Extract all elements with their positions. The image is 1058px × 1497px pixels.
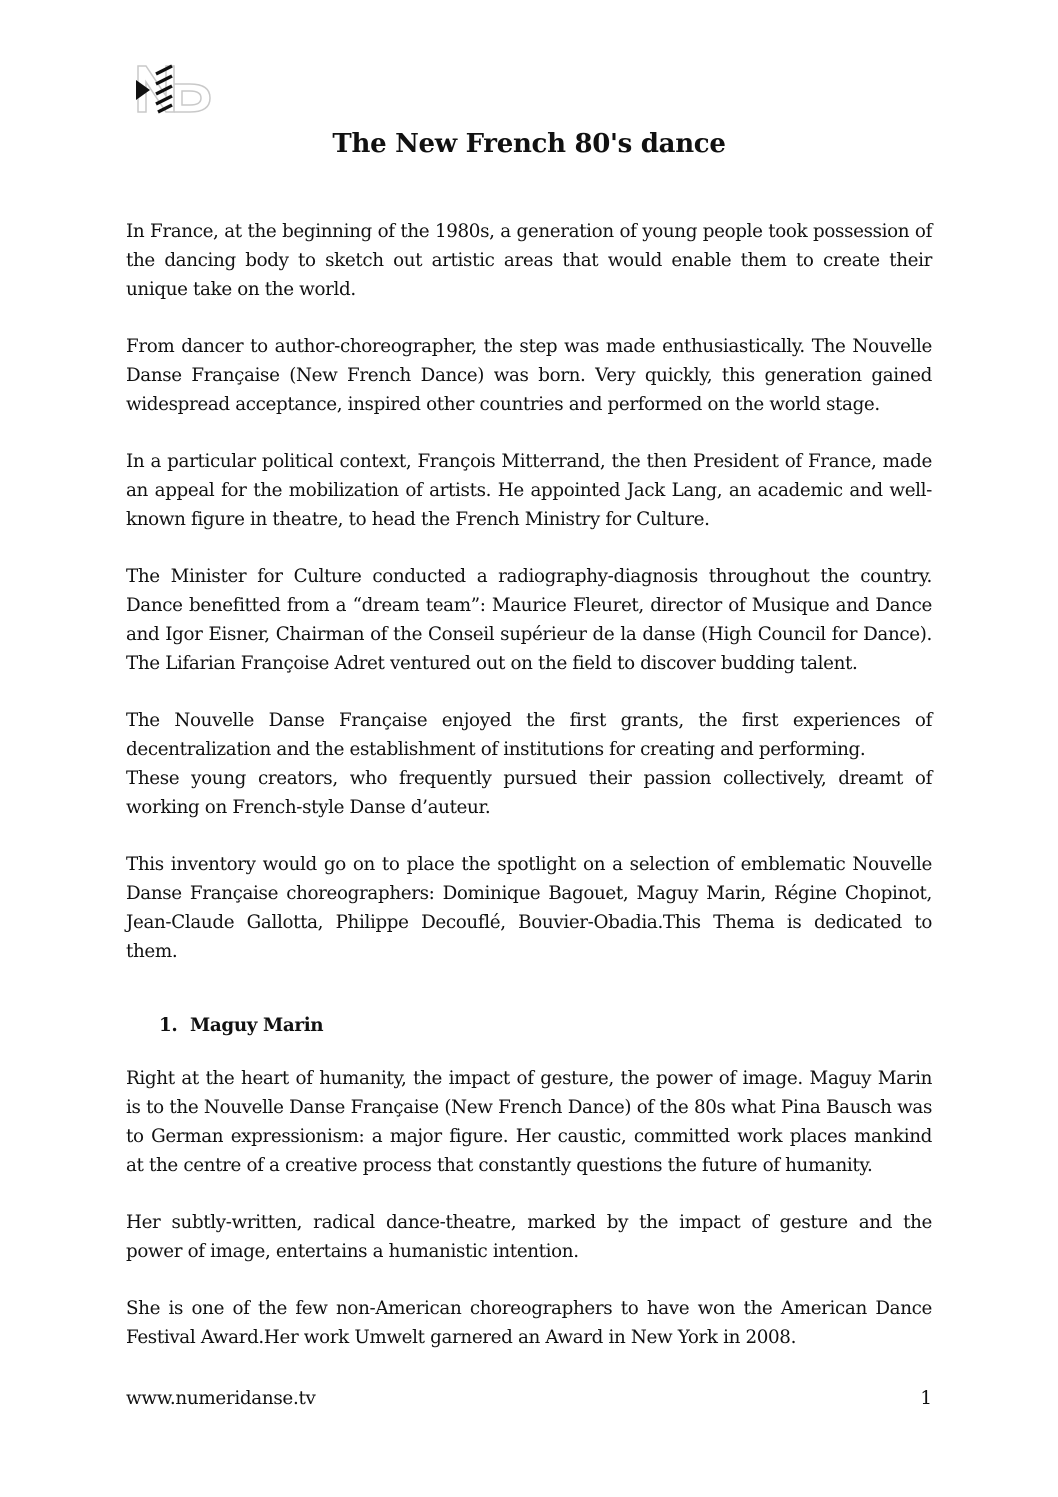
intro-paragraph: In France, at the beginning of the 1980s, a generation of young people took possession of the dancing body to sketch out artistic areas that would enable them to create their unique take on the world.	[126, 221, 932, 300]
intro-paragraph: The Minister for Culture conducted a radiography-diagnosis throughout the country. Dance benefitted from a “dream team”: Maurice Fleuret, director of Musique and Dance and Igor Eisner, Chairman of the Conseil supérieur de la danse (High Council for Dance). The Lifarian Françoise Adret ventured out on the field to discover budding talent.	[126, 566, 932, 674]
section-paragraph: She is one of the few non-American choreographers to have won the American Dance Festival Award.Her work Umwelt garnered an Award in New York in 2008.	[126, 1298, 932, 1348]
footer-url: www.numeridanse.tv	[126, 1388, 316, 1409]
intro-paragraph: From dancer to author-choreographer, the step was made enthusiastically. The Nouvelle Danse Française (New French Dance) was born. Very quickly, this generation gained widespread acceptance, inspired other countries and performed on the world stage.	[126, 336, 932, 415]
section-heading-maguy-marin	[159, 1011, 932, 1040]
section-paragraph: Her subtly-written, radical dance-theatre, marked by the impact of gesture and the power of image, entertains a humanistic intention.	[126, 1212, 932, 1262]
intro-paragraph: In a particular political context, François Mitterrand, the then President of France, made an appeal for the mobilization of artists. He appointed Jack Lang, an academic and well-known figure in theatre, to head the French Ministry for Culture.	[126, 451, 932, 530]
section-number: 1.	[159, 1015, 178, 1036]
section-title: Maguy Marin	[190, 1015, 324, 1036]
page-title: The New French 80's dance	[332, 129, 726, 159]
numeridanse-logo-icon	[134, 64, 214, 116]
document-body	[126, 217, 932, 1380]
intro-paragraph: These young creators, who frequently pursued their passion collectively, dreamt of working on French-style Danse d’auteur.	[126, 768, 932, 818]
intro-paragraph: This inventory would go on to place the spotlight on a selection of emblematic Nouvelle Danse Française choreographers: Dominique Bagouet, Maguy Marin, Régine Chopinot, Jean-Claude Gallotta, Philippe Decouflé, Bouvier-Obadia.This Thema is dedicated to them.	[126, 854, 932, 962]
intro-paragraph: The Nouvelle Danse Française enjoyed the first grants, the first experiences of decentralization and the establishment of institutions for creating and performing.	[126, 710, 932, 760]
page-number: 1	[920, 1388, 932, 1409]
section-paragraph: Right at the heart of humanity, the impact of gesture, the power of image. Maguy Marin is to the Nouvelle Danse Française (New French Dance) of the 80s what Pina Bausch was to German expressionism: a major figure. Her caustic, committed work places mankind at the centre of a creative process that constantly questions the future of humanity.	[126, 1068, 932, 1176]
